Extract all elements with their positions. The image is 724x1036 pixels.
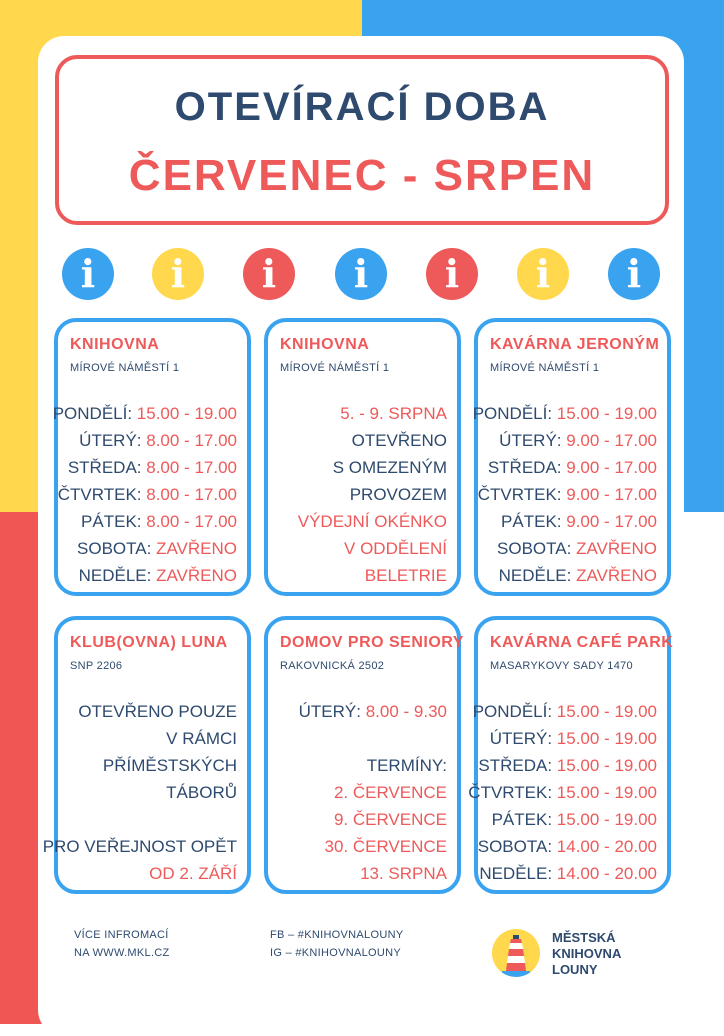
panel-title: KAVÁRNA JERONÝM: [490, 336, 660, 353]
panel-title: KNIHOVNA: [70, 336, 160, 353]
info-line: OTEVŘENO: [351, 431, 447, 450]
hours-row: SOBOTA: 14.00 - 20.00: [477, 837, 657, 856]
term-date: 13. SRPNA: [360, 864, 447, 883]
panel-address: MÍROVÉ NÁMĚSTÍ 1: [70, 362, 180, 374]
info-line: OTEVŘENO POUZE: [78, 702, 237, 721]
hours-row: PÁTEK: 15.00 - 19.00: [491, 810, 657, 829]
panel-knihovna-limited: [264, 318, 461, 596]
panel-domov-seniory: [264, 616, 464, 894]
info-line: PŘÍMĚSTSKÝCH: [102, 756, 237, 775]
info-line: PRO VEŘEJNOST OPĚT: [42, 837, 237, 856]
hours-row: NEDĚLE: ZAVŘENO: [498, 566, 657, 585]
term-date: 2. ČERVENCE: [333, 783, 447, 802]
hours-row: PÁTEK: 9.00 - 17.00: [501, 512, 657, 531]
hours-row: STŘEDA: 9.00 - 17.00: [487, 458, 657, 477]
info-line: V RÁMCI: [166, 729, 237, 748]
panel-address: MÍROVÉ NÁMĚSTÍ 1: [280, 362, 390, 374]
terms-label: TERMÍNY:: [366, 756, 447, 775]
info-line: S OMEZENÝM: [332, 458, 447, 477]
term-date: 9. ČERVENCE: [333, 810, 447, 829]
spacer: [299, 725, 447, 752]
panel-address: MASARYKOVY SADY 1470: [490, 660, 633, 672]
footer-social: [270, 926, 403, 962]
footer-ig: IG – #KNIHOVNALOUNY: [270, 947, 402, 959]
info-icon: i: [243, 248, 295, 300]
page-title: OTEVÍRACÍ DOBA: [174, 85, 550, 129]
page-subtitle: ČERVENEC - SRPEN: [128, 151, 596, 200]
logo-line: KNIHOVNA: [552, 946, 622, 961]
info-line: BELETRIE: [364, 566, 447, 585]
info-icon: i: [152, 248, 204, 300]
logo-line: LOUNY: [552, 962, 598, 977]
panel-cafe-park: [468, 616, 674, 894]
hours-row: ČTVRTEK: 15.00 - 19.00: [468, 783, 657, 802]
hours-list: [473, 400, 657, 589]
hours-row: ČTVRTEK: 8.00 - 17.00: [57, 485, 237, 504]
hours-row: STŘEDA: 15.00 - 19.00: [478, 756, 657, 775]
info-lines: [299, 698, 447, 887]
panel-klubovna-luna: [42, 616, 251, 894]
hours-list: [468, 698, 657, 887]
hours-row: NEDĚLE: 14.00 - 20.00: [479, 864, 657, 883]
panel-address: MÍROVÉ NÁMĚSTÍ 1: [490, 362, 600, 374]
info-icon: i: [335, 248, 387, 300]
footer-info: [74, 926, 170, 962]
title-box: [55, 55, 669, 225]
info-icon: i: [608, 248, 660, 300]
panel-knihovna: [54, 318, 251, 596]
info-line: PROVOZEM: [349, 485, 447, 504]
info-line: VÝDEJNÍ OKÉNKO: [297, 512, 447, 531]
panel-title: DOMOV PRO SENIORY: [280, 634, 464, 651]
panel-address: SNP 2206: [70, 660, 123, 672]
info-line: TÁBORŮ: [166, 783, 237, 802]
footer-fb: FB – #KNIHOVNALOUNY: [270, 929, 404, 941]
hours-row: ÚTERÝ: 8.00 - 17.00: [79, 431, 237, 450]
lighthouse-icon: [492, 929, 540, 977]
hours-row: ÚTERÝ: 15.00 - 19.00: [489, 729, 657, 748]
hours-row: SOBOTA: ZAVŘENO: [497, 539, 657, 558]
info-icon: i: [62, 248, 114, 300]
info-icon: i: [426, 248, 478, 300]
footer-info-line: VÍCE INFROMACÍ: [74, 929, 169, 941]
info-lines: [298, 400, 447, 589]
hours-row: NEDĚLE: ZAVŘENO: [78, 566, 237, 585]
panel-address: RAKOVNICKÁ 2502: [280, 660, 385, 672]
hours-row: STŘEDA: 8.00 - 17.00: [67, 458, 237, 477]
info-icon: i: [517, 248, 569, 300]
info-line: OD 2. ZÁŘÍ: [149, 864, 237, 883]
panel-title: KLUB(OVNA) LUNA: [70, 634, 228, 651]
panel-kavarna-jeronym: [474, 318, 671, 596]
hours-row: ÚTERÝ: 8.00 - 9.30: [298, 702, 447, 721]
panel-title: KNIHOVNA: [280, 336, 370, 353]
term-date: 30. ČERVENCE: [324, 837, 447, 856]
hours-row: PONDĚLÍ: 15.00 - 19.00: [472, 702, 657, 721]
info-line: 5. - 9. SRPNA: [340, 404, 447, 423]
info-lines: [43, 698, 237, 887]
panel-title: KAVÁRNA CAFÉ PARK: [490, 634, 674, 651]
hours-row: PÁTEK: 8.00 - 17.00: [81, 512, 237, 531]
library-logo: [552, 930, 621, 978]
footer-website-link[interactable]: NA WWW.MKL.CZ: [74, 947, 170, 959]
hours-row: ČTVRTEK: 9.00 - 17.00: [477, 485, 657, 504]
info-line: V ODDĚLENÍ: [344, 539, 447, 558]
hours-row: SOBOTA: ZAVŘENO: [77, 539, 237, 558]
hours-row: ÚTERÝ: 9.00 - 17.00: [499, 431, 657, 450]
hours-row: PONDĚLÍ: 15.00 - 19.00: [52, 404, 237, 423]
hours-row: PONDĚLÍ: 15.00 - 19.00: [472, 404, 657, 423]
logo-line: MĚSTSKÁ: [552, 930, 616, 945]
hours-list: [53, 400, 237, 589]
info-line: [43, 806, 237, 833]
